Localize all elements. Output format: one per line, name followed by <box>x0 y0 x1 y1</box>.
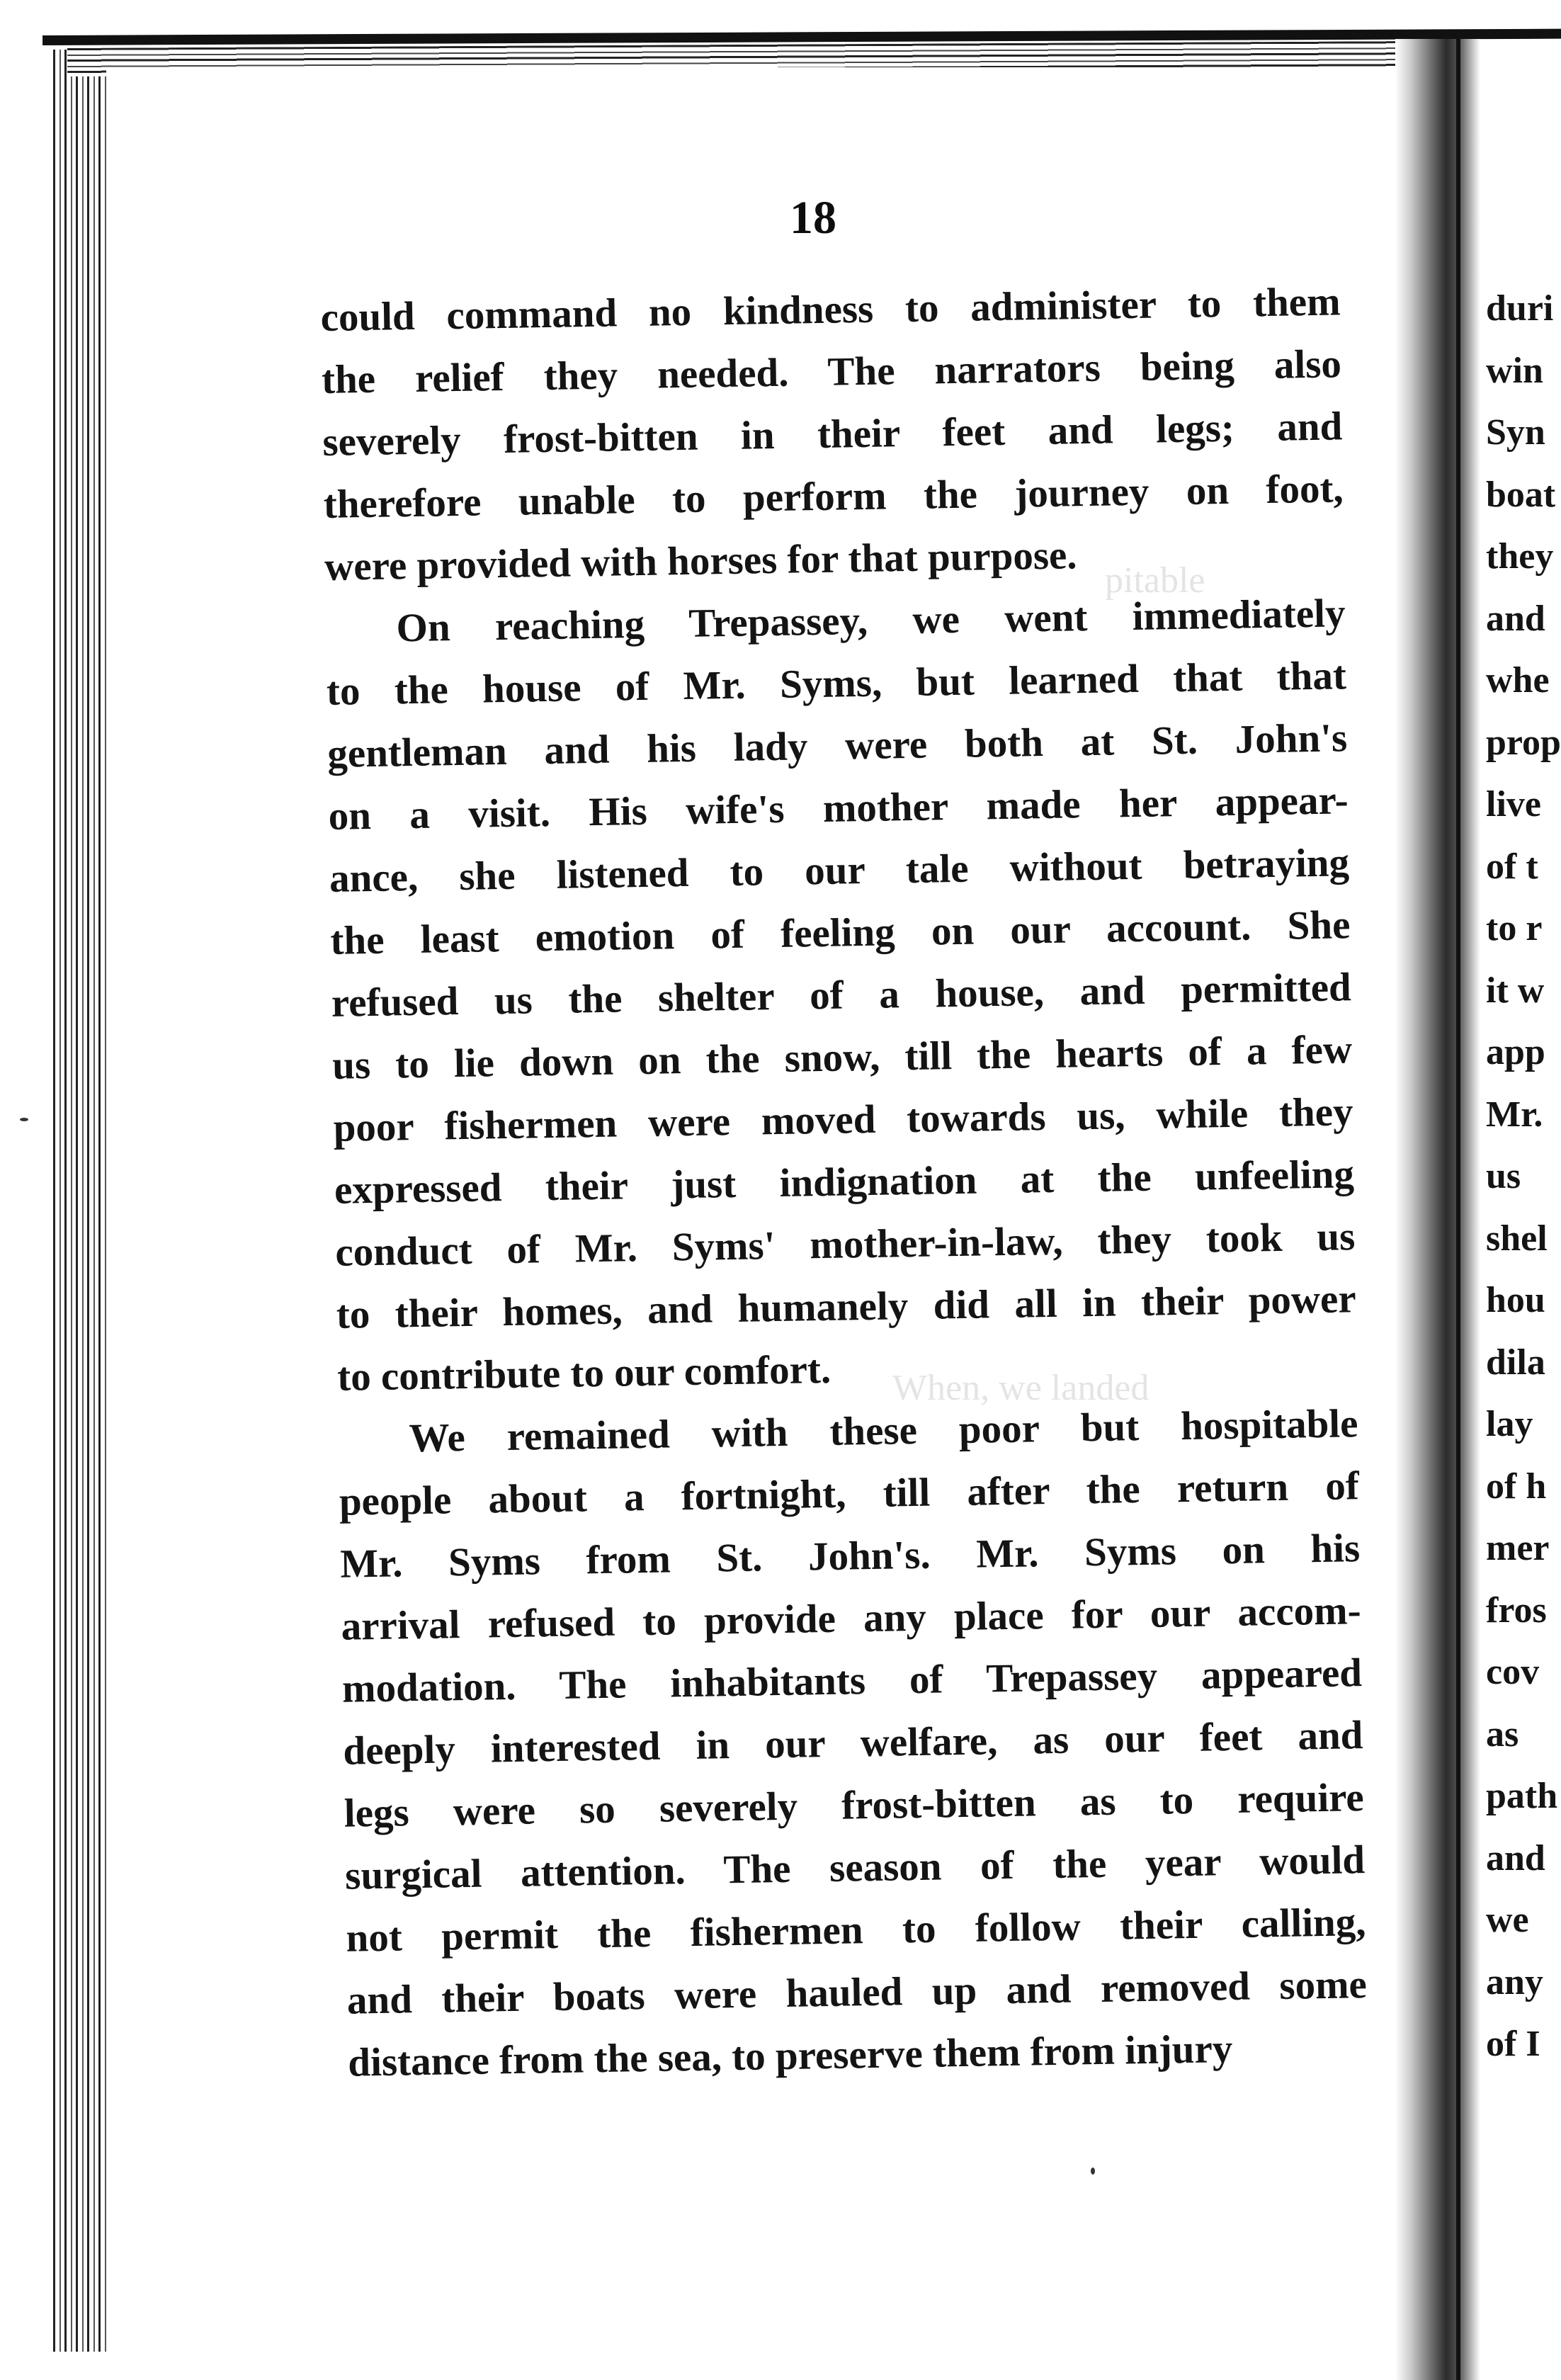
facing-page <box>1480 42 1561 2380</box>
facing-page-line-fragment: us <box>1486 1156 1521 1196</box>
show-through-text: pitable <box>1105 560 1205 601</box>
facing-page-line-fragment: Mr. <box>1486 1094 1543 1135</box>
text-line: conduct of Mr. Syms' mother-in-law, they took us <box>334 1214 1356 1275</box>
text-line: ance, she listened to our tale without betraying <box>329 840 1350 901</box>
facing-page-line-fragment: path <box>1486 1776 1558 1816</box>
facing-page-line-fragment: and <box>1486 598 1545 639</box>
text-line: us to lie down on the snow, till the hearts of a few <box>331 1027 1353 1088</box>
show-through-text: When, we landed <box>892 1368 1150 1408</box>
gutter-shadow-line <box>1456 39 1460 2380</box>
text-line: could command no kindness to administer to them <box>320 279 1341 340</box>
facing-page-line-fragment: Syn <box>1486 412 1545 453</box>
text-line: We remained with these poor but hospitable <box>409 1401 1358 1461</box>
text-line: and their boats were hauled up and removed some <box>346 1962 1368 2023</box>
facing-page-line-fragment: of h <box>1486 1466 1547 1507</box>
facing-page-line-fragment: live <box>1486 784 1541 824</box>
facing-page-line-fragment: it w <box>1486 970 1545 1011</box>
facing-page-line-fragment: duri <box>1486 288 1554 329</box>
facing-page-line-fragment: prop <box>1486 722 1561 763</box>
facing-page-line-fragment: to r <box>1486 908 1543 948</box>
facing-page-line-fragment: of t <box>1486 846 1538 887</box>
facing-page-line-fragment: win <box>1486 350 1543 391</box>
text-line: modation. The inhabitants of Trepassey appeared <box>341 1650 1363 1711</box>
dust-speck <box>1091 2168 1095 2175</box>
facing-page-line-fragment: they <box>1486 536 1554 577</box>
page-number: 18 <box>790 192 836 244</box>
text-line: legs were so severely frost-bitten as to require <box>344 1775 1365 1836</box>
facing-page-line-fragment: whe <box>1486 660 1550 701</box>
text-line: Mr. Syms from St. John's. Mr. Syms on his <box>339 1526 1361 1587</box>
text-line: people about a fortnight, till after the return of <box>339 1463 1360 1524</box>
facing-page-line-fragment: as <box>1486 1713 1519 1755</box>
facing-page-line-fragment: of I <box>1486 2024 1540 2064</box>
body-text <box>320 271 1383 2095</box>
text-line: on a visit. His wife's mother made her appear- <box>328 778 1349 839</box>
text-line: gentleman and his lady were both at St. John's <box>327 715 1348 776</box>
facing-page-line-fragment: lay <box>1486 1404 1533 1444</box>
text-line: the least emotion of feeling on our account. She <box>330 902 1351 963</box>
text-line: to the house of Mr. Syms, but learned that that <box>326 653 1347 714</box>
text-line: therefore unable to perform the journey on foot, <box>323 466 1344 527</box>
facing-page-line-fragment: cov <box>1486 1652 1540 1692</box>
text-line: to contribute to our comfort. <box>336 1347 831 1400</box>
text-line: arrival refused to provide any place for our accom- <box>341 1588 1362 1649</box>
dust-speck <box>20 1118 28 1121</box>
facing-page-line-fragment: dila <box>1486 1342 1545 1383</box>
facing-page-line-fragment: and <box>1486 1837 1545 1878</box>
facing-page-line-fragment: we <box>1486 1900 1529 1940</box>
text-line: not permit the fishermen to follow their calling, <box>346 1900 1366 1961</box>
facing-page-line-fragment: hou <box>1486 1280 1545 1320</box>
facing-page-line-fragment: boat <box>1486 474 1556 515</box>
facing-page-line-fragment: app <box>1486 1032 1545 1072</box>
facing-page-line-fragment: shel <box>1486 1218 1548 1259</box>
text-line: were provided with horses for that purpose. <box>324 533 1078 589</box>
text-line: deeply interested in our welfare, as our feet and <box>342 1713 1363 1774</box>
text-line: severely frost-bitten in their feet and legs; and <box>322 404 1343 465</box>
text-line: surgical attention. The season of the year would <box>344 1837 1366 1898</box>
book-gutter <box>1395 39 1480 2380</box>
text-line: distance from the sea, to preserve them from injury <box>347 2027 1233 2085</box>
facing-page-line-fragment: fros <box>1486 1590 1547 1631</box>
facing-page-line-fragment: any <box>1486 1961 1543 2002</box>
text-line: to their homes, and humanely did all in their power <box>336 1276 1357 1337</box>
text-line: the relief they needed. The narrators being also <box>321 341 1342 402</box>
facing-page-line-fragment: mer <box>1486 1528 1550 1568</box>
text-line: poor fishermen were moved towards us, while they <box>333 1089 1353 1150</box>
text-line: refused us the shelter of a house, and permitted <box>331 965 1352 1026</box>
text-line: expressed their just indignation at the unfeeling <box>334 1152 1355 1213</box>
text-line: On reaching Trepassey, we went immediately <box>396 591 1346 651</box>
